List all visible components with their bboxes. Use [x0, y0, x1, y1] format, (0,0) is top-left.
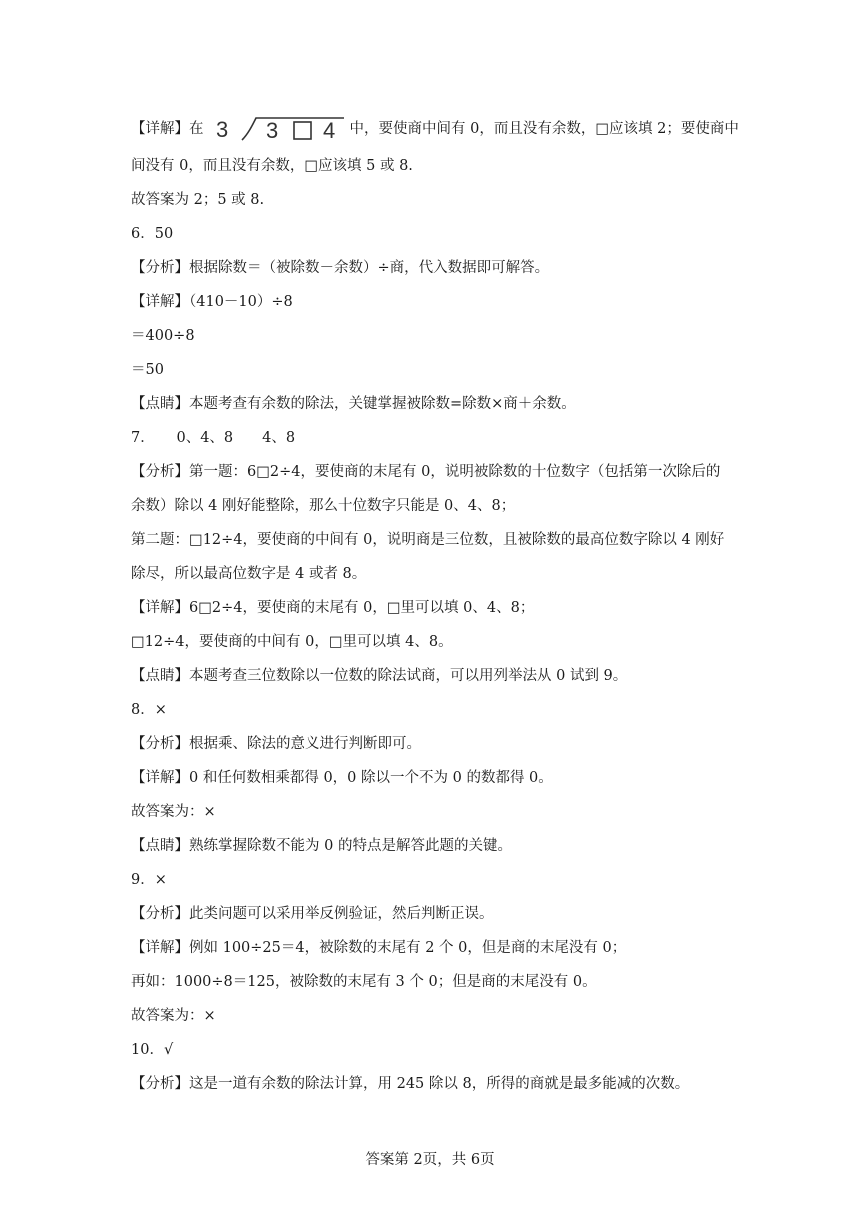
detail-line-1-suffix: 中，要使商中间有 0，而且没有余数，□应该填 2；要使商中	[349, 121, 739, 137]
text-line: 【详解】0 和任何数相乘都得 0，0 除以一个不为 0 的数都得 0。	[131, 770, 553, 786]
long-division-figure	[212, 116, 344, 142]
text-line: 余数）除以 4 刚好能整除，那么十位数字只能是 0、4、8；	[131, 498, 516, 514]
text-line: 【分析】根据除数＝（被除数－余数）÷商，代入数据即可解答。	[131, 260, 550, 276]
division-dividend-right: 4	[322, 118, 335, 142]
text-line: 【详解】6□2÷4，要使商的末尾有 0，□里可以填 0、4、8；	[131, 600, 535, 616]
text-line: 【分析】此类问题可以采用举反例验证，然后判断正误。	[131, 906, 494, 922]
page-footer: 答案第 2页，共 6页	[365, 1152, 495, 1168]
text-line: 除尽，所以最高位数字是 4 或者 8。	[131, 566, 367, 582]
detail-line-1	[131, 116, 739, 142]
text-line: 【点睛】熟练掌握除数不能为 0 的特点是解答此题的关键。	[131, 838, 512, 854]
text-line: 【分析】第一题：6□2÷4，要使商的末尾有 0，说明被除数的十位数字（包括第一次除后的	[131, 464, 721, 480]
text-line: 【分析】根据乘、除法的意义进行判断即可。	[131, 736, 421, 752]
text-line: 故答案为：×	[131, 804, 216, 820]
text-line: 【点睛】本题考查有余数的除法，关键掌握被除数=除数×商＋余数。	[131, 396, 576, 412]
text-line: □12÷4，要使商的中间有 0，□里可以填 4、8。	[131, 634, 453, 650]
text-line: 故答案为 2；5 或 8.	[131, 192, 265, 208]
division-divisor: 3	[215, 117, 228, 142]
detail-line-1-prefix: 【详解】在	[131, 121, 204, 137]
text-line: 再如：1000÷8＝125，被除数的末尾有 3 个 0；但是商的末尾没有 0。	[131, 974, 597, 990]
question-7-answer: 7． 0、4、8 4、8	[131, 430, 296, 446]
text-line: 【详解】（410－10）÷8	[131, 294, 293, 310]
question-9-answer: 9．×	[131, 872, 167, 888]
text-line: 【点睛】本题考查三位数除以一位数的除法试商，可以用列举法从 0 试到 9。	[131, 668, 628, 684]
text-line: 第二题：□12÷4，要使商的中间有 0，说明商是三位数，且被除数的最高位数字除以 4 刚好	[131, 532, 725, 548]
text-line: ＝50	[131, 362, 164, 378]
question-8-answer: 8．×	[131, 702, 167, 718]
question-6-answer: 6．50	[131, 226, 174, 242]
text-line: 故答案为：×	[131, 1008, 216, 1024]
question-10-answer: 10．√	[131, 1042, 174, 1058]
division-dividend-left: 3	[265, 118, 278, 142]
text-line: 【分析】这是一道有余数的除法计算，用 245 除以 8，所得的商就是最多能减的次数。	[131, 1076, 690, 1092]
text-line: 【详解】例如 100÷25＝4，被除数的末尾有 2 个 0，但是商的末尾没有 0；	[131, 940, 627, 956]
division-blank-box	[294, 122, 311, 139]
text-line: 间没有 0，而且没有余数，□应该填 5 或 8.	[131, 158, 413, 174]
text-line: ＝400÷8	[131, 328, 195, 344]
